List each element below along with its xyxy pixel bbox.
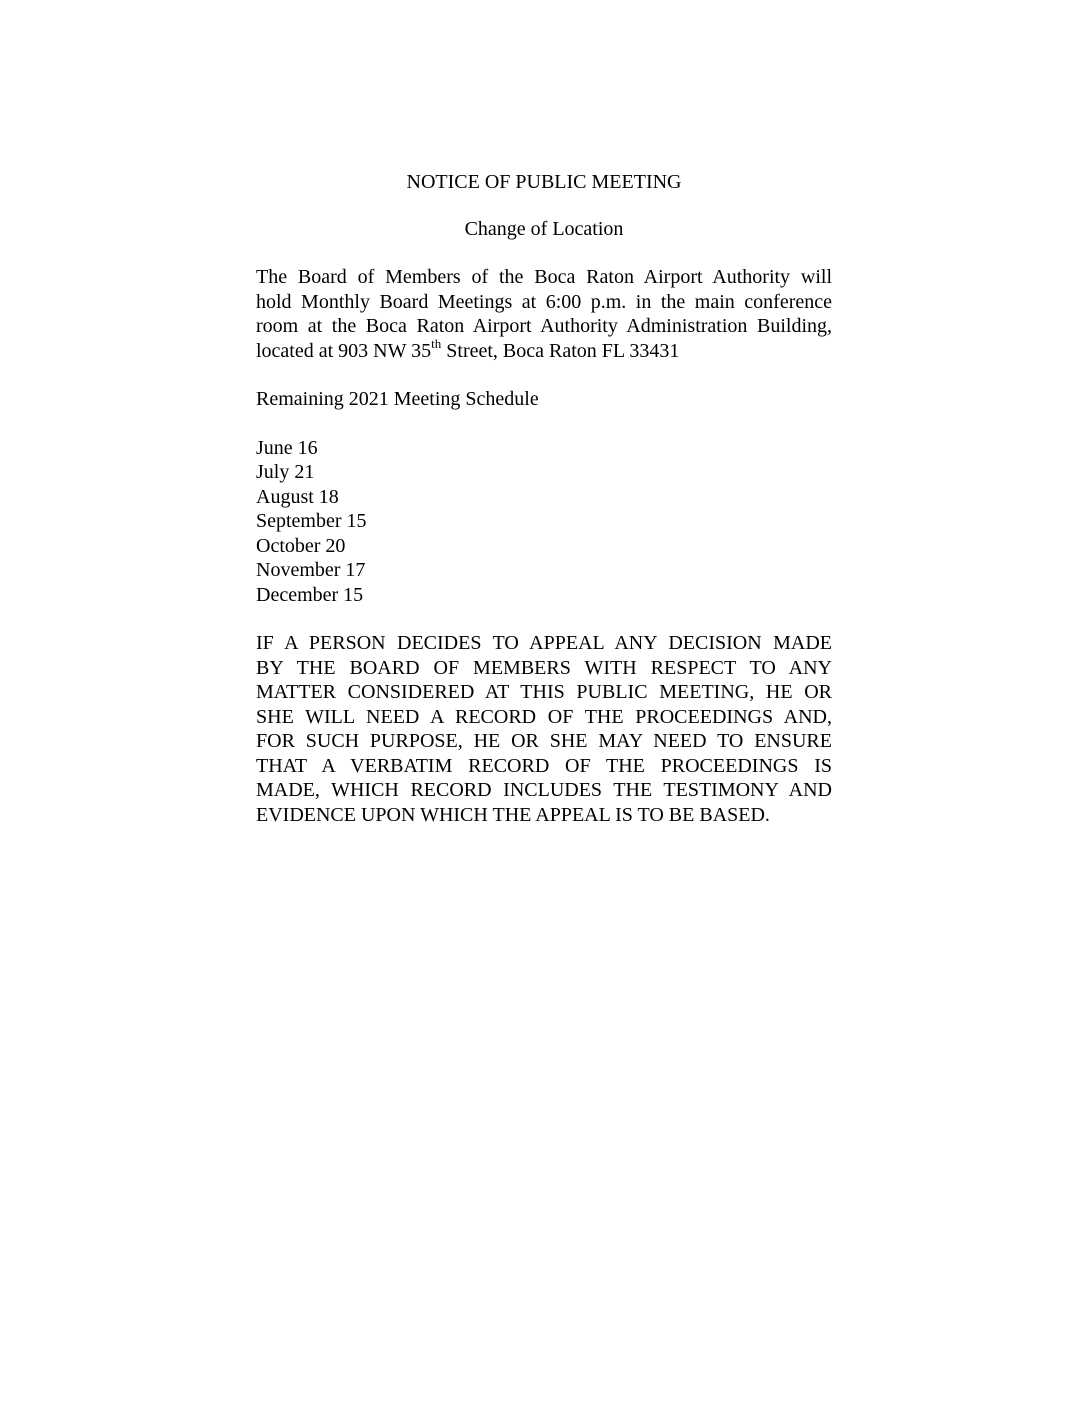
schedule-date: December 15	[256, 583, 364, 606]
intro-line-4	[256, 335, 832, 364]
intro-paragraph	[256, 265, 832, 363]
appeal-notice-line: IF A PERSON DECIDES TO APPEAL ANY DECISION MADE	[256, 632, 832, 654]
schedule-date: September 15	[256, 510, 367, 532]
schedule-date: October 20	[256, 534, 346, 557]
intro-line-1: The Board of Members of the Boca Raton Airport Authority will	[256, 266, 832, 288]
schedule-list	[256, 436, 832, 608]
appeal-notice-line: MADE, WHICH RECORD INCLUDES THE TESTIMONY AND	[256, 779, 832, 801]
intro-line-2: hold Monthly Board Meetings at 6:00 p.m. in the main conference	[256, 290, 832, 313]
appeal-notice-line: EVIDENCE UPON WHICH THE APPEAL IS TO BE BASED.	[256, 803, 770, 826]
appeal-notice-line: FOR SUCH PURPOSE, HE OR SHE MAY NEED TO ENSURE	[256, 730, 832, 752]
intro-address-prefix: located at 903 NW 35	[256, 339, 432, 362]
appeal-notice-line: MATTER CONSIDERED AT THIS PUBLIC MEETING, HE OR	[256, 681, 832, 703]
appeal-notice-line: SHE WILL NEED A RECORD OF THE PROCEEDINGS AND,	[256, 705, 832, 728]
page-title: NOTICE OF PUBLIC MEETING	[406, 171, 682, 193]
appeal-notice-line: BY THE BOARD OF MEMBERS WITH RESPECT TO ANY	[256, 656, 832, 679]
appeal-notice	[256, 631, 832, 827]
schedule-date: July 21	[256, 461, 315, 483]
intro-line-3: room at the Boca Raton Airport Authority Administration Building,	[256, 315, 832, 337]
document-page	[256, 170, 832, 827]
schedule-date: November 17	[256, 559, 366, 581]
schedule-date: June 16	[256, 436, 318, 459]
schedule-date: August 18	[256, 485, 339, 508]
appeal-notice-line: THAT A VERBATIM RECORD OF THE PROCEEDINGS IS	[256, 754, 832, 777]
page-subtitle: Change of Location	[464, 217, 624, 240]
intro-address-ordinal: th	[431, 335, 442, 351]
schedule-heading: Remaining 2021 Meeting Schedule	[256, 388, 539, 410]
intro-address-suffix: Street, Boca Raton FL 33431	[441, 339, 680, 362]
